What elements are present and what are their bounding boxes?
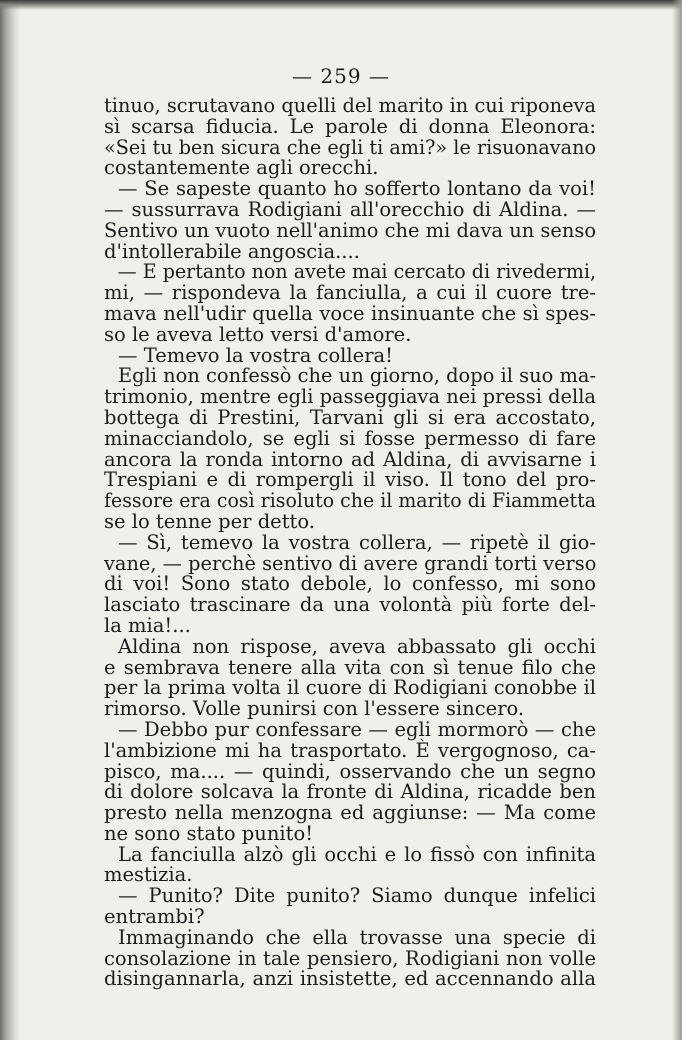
text-line: — Se sapeste quanto ho sofferto lontano da voi! — [118, 177, 596, 201]
text-line: so le aveva letto versi d'amore. — [104, 322, 412, 346]
binding-shadow — [0, 0, 20, 1040]
text-line: vane, — perchè sentivo di avere grandi torti verso — [104, 551, 597, 575]
text-line: mava nell'udir quella voce insinuante che sì spes- — [104, 301, 596, 325]
text-line: Egli non confessò che un giorno, dopo il suo ma- — [117, 364, 597, 388]
right-edge-shadow — [672, 0, 682, 1040]
text-line: Immaginando che ella trovasse una specie di — [118, 925, 596, 949]
text-line: per la prima volta il cuore di Rodigiani conobbe il — [104, 676, 596, 700]
text-line: lasciato trascinare da una volontà più forte del- — [104, 593, 596, 617]
text-line: Trespiani e di rompergli il viso. Il tono del pro- — [104, 468, 596, 492]
text-line: rimorso. Volle punirsi con l'essere sincero. — [104, 697, 525, 721]
text-line: se lo tenne per detto. — [104, 509, 315, 533]
text-line: costantemente agli orecchi. — [104, 156, 379, 180]
text-line: minacciandolo, se egli si fosse permesso di fare — [104, 426, 596, 450]
text-line: disingannarla, anzi insistette, ed accennando alla — [104, 967, 596, 991]
text-line: Sentivo un vuoto nell'animo che mi dava un senso — [104, 218, 597, 242]
text-line: Aldina non rispose, aveva abbassato gli occhi — [118, 634, 596, 658]
text-line: la mia!... — [104, 613, 191, 637]
text-line: trimonio, mentre egli passeggiava nei pressi della — [104, 385, 596, 409]
text-line: sì scarsa fiducia. Le parole di donna Eleonora: — [104, 114, 596, 138]
text-line: ne sono stato punito! — [104, 821, 314, 845]
body-text — [104, 96, 596, 990]
text-line: — Debbo pur confessare — egli mormorò — che — [118, 717, 596, 741]
text-line: mestizia. — [104, 863, 193, 887]
text-line: d'intollerabile angoscia.... — [104, 239, 360, 263]
text-line: ancora la ronda intorno ad Aldina, di avvisarne i — [104, 447, 596, 471]
text-line: di dolore solcava la fronte di Aldina, ricadde ben — [104, 780, 596, 804]
text-line: — E pertanto non avete mai cercato di rivedermi, — [117, 260, 597, 284]
text-line: — Punito? Dite punito? Siamo dunque infelici — [118, 884, 596, 908]
text-line: mi, — rispondeva la fanciulla, a cui il cuore tre- — [104, 281, 596, 305]
text-line: di voi! Sono stato debole, lo confesso, mi sono — [104, 572, 596, 596]
text-line: — Temevo la vostra collera! — [118, 343, 393, 367]
text-line: La fanciulla alzò gli occhi e lo fissò con infinita — [118, 842, 596, 866]
text-line: bottega di Prestini, Tarvani gli si era accostato, — [104, 405, 596, 429]
text-line: consolazione in tale pensiero, Rodigiani non volle — [104, 946, 596, 970]
text-line: tinuo, scrutavano quelli del marito in cui riponeva — [104, 94, 596, 117]
text-line: entrambi? — [104, 905, 205, 929]
text-line: pisco, ma.... — quindi, osservando che un segno — [104, 759, 596, 783]
text-line: presto nella menzogna ed aggiunse: — Ma come — [104, 801, 596, 825]
text-line: e sembrava tenere alla vita con sì tenue filo che — [104, 655, 596, 679]
text-line: fessore era così risoluto che il marito di Fiammetta — [104, 489, 596, 513]
page-number: — 259 — — [292, 64, 390, 88]
text-line: «Sei tu ben sicura che egli ti ami?» le risuonavano — [104, 135, 596, 159]
text-line: — sussurrava Rodigiani all'orecchio di Aldina. — — [104, 197, 596, 221]
text-line: — Sì, temevo la vostra collera, — ripetè il gio- — [118, 530, 596, 554]
text-line: l'ambizione mi ha trasportato. È vergognoso, ca- — [104, 738, 596, 762]
top-edge-shadow — [0, 0, 682, 10]
